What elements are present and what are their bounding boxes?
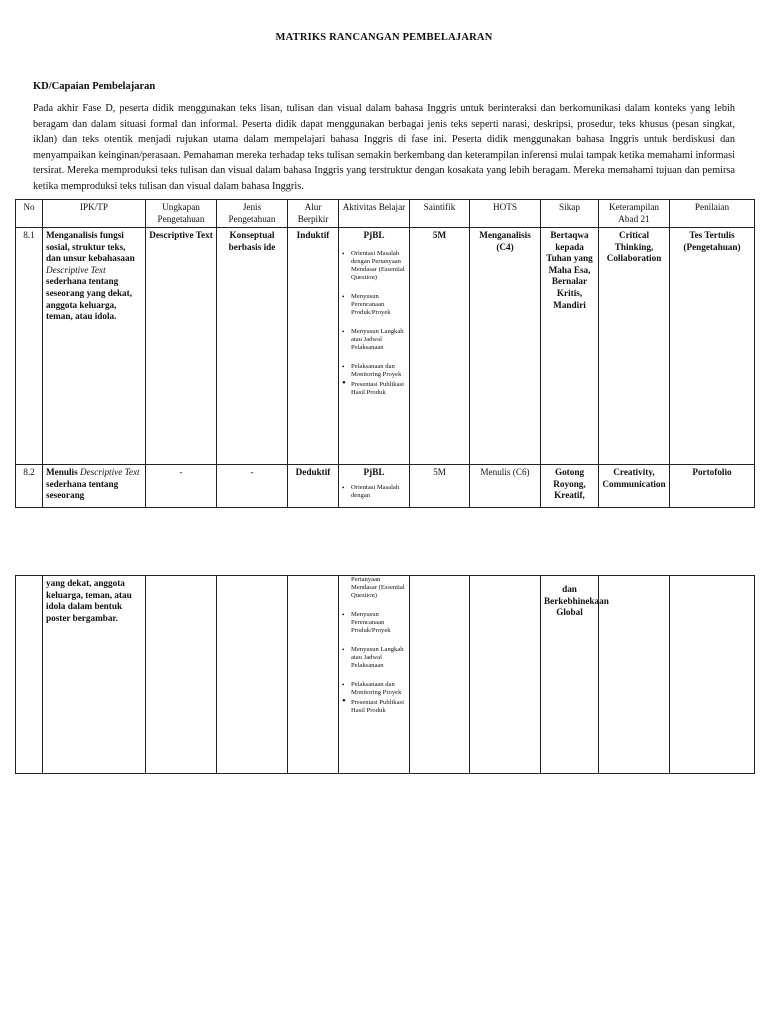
col-header-sikap: Sikap <box>541 200 599 228</box>
table-row <box>16 576 755 774</box>
step-item <box>342 484 406 500</box>
ipk-cell <box>43 465 146 508</box>
step-item: • Pelaksanaan dan Monitoring Proyek <box>342 681 406 697</box>
row-no: 8.2 <box>16 465 43 508</box>
hots-cell: Menganalisis (C4) <box>470 228 541 465</box>
ungkapan-cell: - <box>146 465 217 508</box>
intro-paragraph: Pada akhir Fase D, peserta didik menggunakan teks lisan, tulisan dan visual dalam bahasa Inggris untuk berinteraksi dan berkomunikasi dalam konteks yang lebih beragam dan dalam situasi formal dan informal. Peserta didik dapat menggunakan berbagai jenis teks seperti narasi, deskripsi, prosedur, teks khusus (pesan singkat, iklan) dan teks otentik menjadi rujukan utama dalam mempelajari bahasa Inggris di fase ini. Peserta didik menggunakan bahasa Inggris untuk berdiskusi dan menyampaikan keinginan/perasaan. Pemahaman mereka terhadap teks tulisan semakin berkembang dan keterampilan inferensi mulai tampak ketika memahami informasi tersirat. Mereka memproduksi teks tulisan dan visual dalam bahasa Inggris yang terstruktur dengan kosakata yang lebih beragam. Mereka memahami tujuan dan pemirsa ketika memproduksi teks tulisan dan visual dalam bahasa Inggris. <box>33 103 735 192</box>
saintifik-cell: 5M <box>410 228 470 465</box>
aktivitas-cell <box>339 228 410 465</box>
jenis-cell: - <box>217 465 288 508</box>
col-header-hots: HOTS <box>470 200 541 228</box>
aktivitas-steps <box>342 250 406 397</box>
step-item: • Menyusun Perencanaan Produk/Proyek <box>342 293 406 317</box>
page-title: MATRIKS RANCANGAN PEMBELAJARAN <box>275 32 493 43</box>
col-header-no: No <box>16 200 43 228</box>
ipk-text-italic: Descriptive Text <box>46 264 106 275</box>
aktivitas-model: PjBL <box>363 467 385 477</box>
ipk-text: Menulis <box>46 467 78 477</box>
sikap-cell: Bertaqwa kepada Tuhan yang Maha Esa, Bernalar Kritis, Mandiri <box>541 228 599 465</box>
ipk-text: sederhana tentang seseorang yang dekat, anggota keluarga, teman, atau idola. <box>46 276 133 322</box>
hots-cell <box>470 576 541 774</box>
saintifik-cell: 5M <box>410 465 470 508</box>
row-no <box>16 576 43 774</box>
penilaian-cell: Portofolio <box>670 465 755 508</box>
ipk-text-italic: Descriptive Text <box>79 467 140 477</box>
col-header-penilaian: Penilaian <box>670 200 755 228</box>
keterampilan-cell: Critical Thinking, Collaboration <box>599 228 670 465</box>
aktivitas-steps <box>342 576 406 715</box>
col-header-ungkapan: Ungkapan Pengetahuan <box>146 200 217 228</box>
step-item: • Orientasi Masalah dengan Pertanyaan Mendasar (Essential Question) <box>342 250 406 282</box>
step-item-continued: Pertanyaan Mendasar (Essential Question) <box>351 576 405 599</box>
alur-cell: Induktif <box>288 228 339 465</box>
step-item: • Menyusun Perencanaan Produk/Proyek <box>342 611 406 635</box>
sikap-cell <box>541 576 609 774</box>
aktivitas-cell <box>339 465 410 508</box>
alur-cell <box>288 576 339 774</box>
ungkapan-cell: Descriptive Text <box>146 228 217 465</box>
header-row <box>16 200 755 228</box>
step-text: Orientasi Masalah <box>351 484 400 491</box>
ipk-cell <box>43 228 146 465</box>
learning-matrix-table <box>15 199 755 508</box>
learning-matrix-continuation <box>15 575 755 774</box>
penilaian-cell: Tes Tertulis (Pengetahuan) <box>670 228 755 465</box>
ipk-text: Menganalisis fungsi sosial, struktur teks, dan unsur kebahasaan <box>46 230 135 264</box>
jenis-cell <box>217 576 288 774</box>
table-row <box>16 465 755 508</box>
keterampilan-cell <box>599 576 670 774</box>
kd-heading: KD/Capaian Pembelajaran <box>33 81 156 92</box>
step-item: • Pelaksanaan dan Monitoring Proyek <box>342 363 406 379</box>
col-header-aktivitas: Aktivitas Belajar <box>339 200 410 228</box>
row-no: 8.1 <box>16 228 43 465</box>
aktivitas-cell <box>339 576 410 774</box>
step-item: • Menyusun Langkah atau Jadwal Pelaksanaan <box>342 328 406 352</box>
alur-cell: Deduktif <box>288 465 339 508</box>
ipk-text: sederhana tentang seseorang <box>46 478 119 501</box>
col-header-alur: Alur Berpikir <box>288 200 339 228</box>
step-item: • Presentasi Publikasi Hasil Produk <box>342 699 406 715</box>
jenis-cell: Konseptual berbasis ide <box>217 228 288 465</box>
ungkapan-cell <box>146 576 217 774</box>
col-header-ipk: IPK/TP <box>43 200 146 228</box>
step-item: • Menyusun Langkah atau Jadwal Pelaksanaan <box>342 646 406 670</box>
penilaian-cell <box>670 576 755 774</box>
step-text: dengan <box>351 492 371 499</box>
step-item: • Presentasi Publikasi Hasil Produk <box>342 381 406 397</box>
col-header-saintifik: Saintifik <box>410 200 470 228</box>
sikap-text: dan Berkebhinekaan Global <box>544 584 609 618</box>
table-row <box>16 228 755 465</box>
aktivitas-steps <box>342 484 406 500</box>
sikap-cell: Gotong Royong, Kreatif, <box>541 465 599 508</box>
col-header-keterampilan: Keterampilan Abad 21 <box>599 200 670 228</box>
ipk-cell: yang dekat, anggota keluarga, teman, atau idola dalam bentuk poster bergambar. <box>43 576 146 774</box>
keterampilan-cell: Creativity, Communication <box>599 465 670 508</box>
hots-cell: Menulis (C6) <box>470 465 541 508</box>
saintifik-cell <box>410 576 470 774</box>
col-header-jenis: Jenis Pengetahuan <box>217 200 288 228</box>
aktivitas-model: PjBL <box>363 230 385 240</box>
